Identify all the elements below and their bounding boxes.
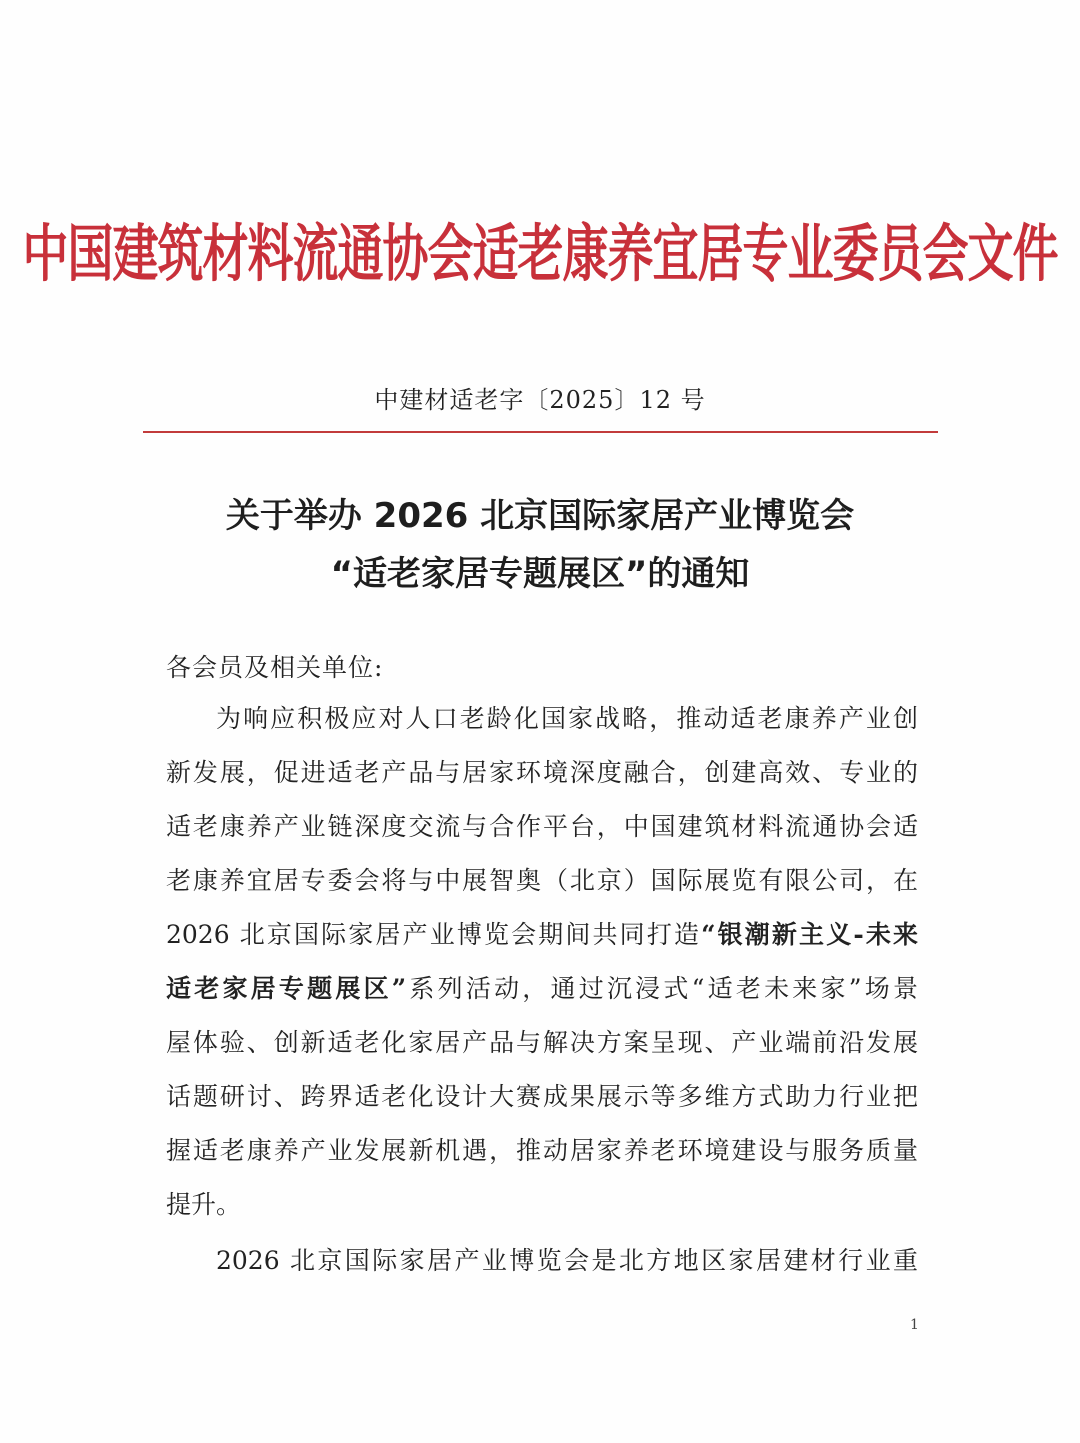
paragraph-line: 话题研讨、跨界适老化设计大赛成果展示等多维方式助力行业把 bbox=[166, 1082, 918, 1111]
paragraph-text: 2026 北京国际家居产业博览会期间共同打造 bbox=[166, 920, 702, 949]
paragraph-text: 系列活动，通过沉浸式“适老未来家”场景 bbox=[406, 974, 918, 1003]
event-name-bold: 适老家居专题展区” bbox=[166, 974, 407, 1003]
paragraph-line: 新发展，促进适老产品与居家环境深度融合，创建高效、专业的 bbox=[166, 758, 918, 787]
paragraph-line: 握适老康养产业发展新机遇，推动居家养老环境建设与服务质量 bbox=[166, 1136, 918, 1165]
body-paragraph-1 bbox=[166, 692, 918, 1232]
paragraph-line: 2026 北京国际家居产业博览会是北方地区家居建材行业重 bbox=[216, 1246, 918, 1275]
paragraph-line: 适老康养产业链深度交流与合作平台，中国建筑材料流通协会适 bbox=[166, 812, 918, 841]
paragraph-line bbox=[166, 962, 918, 1016]
event-name-bold: “银潮新主义-未来 bbox=[701, 920, 918, 949]
red-divider-rule bbox=[143, 431, 938, 433]
paragraph-line: 为响应积极应对人口老龄化国家战略，推动适老康养产业创 bbox=[216, 704, 918, 733]
paragraph-line: 屋体验、创新适老化家居产品与解决方案呈现、产业端前沿发展 bbox=[166, 1028, 918, 1057]
notice-title-line-2: “适老家居专题展区”的通知 bbox=[330, 554, 750, 594]
salutation: 各会员及相关单位: bbox=[166, 653, 384, 682]
notice-title-line-1: 关于举办 2026 北京国际家居产业博览会 bbox=[225, 496, 855, 536]
paragraph-line: 老康养宜居专委会将与中展智奥（北京）国际展览有限公司，在 bbox=[166, 866, 918, 895]
paragraph-line bbox=[166, 908, 918, 962]
body-paragraph-2 bbox=[166, 1234, 918, 1288]
letterhead-title: 中国建筑材料流通协会适老康养宜居专业委员会文件 bbox=[22, 217, 1058, 291]
paragraph-line: 提升。 bbox=[166, 1190, 242, 1219]
page-number: 1 bbox=[910, 1317, 919, 1333]
document-number: 中建材适老字〔2025〕12 号 bbox=[374, 386, 706, 414]
